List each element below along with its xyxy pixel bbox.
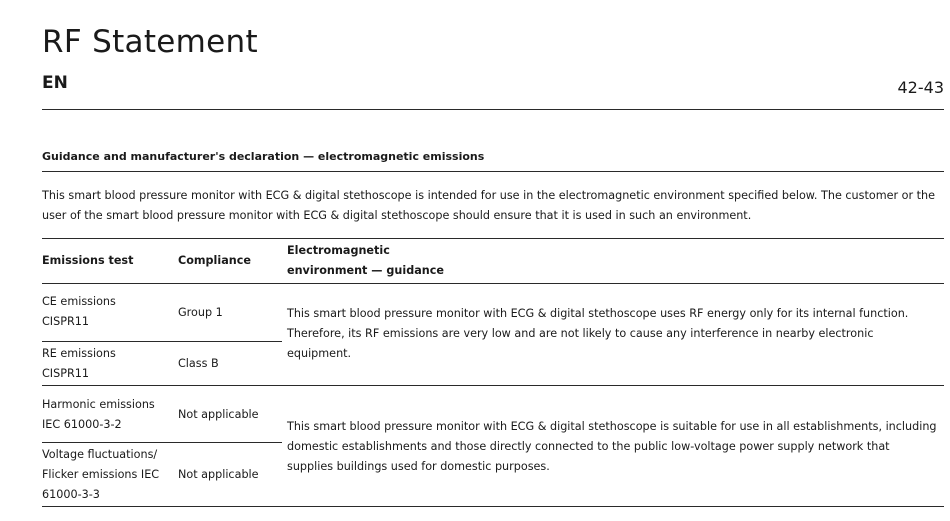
table-row-compliance: Not applicable	[178, 408, 259, 421]
page-range: 42-43	[897, 78, 944, 97]
row-divider	[42, 442, 282, 443]
guidance-text: This smart blood pressure monitor with ECG & digital stethoscope is suitable for use in all establishments, including domestic establishments and those directly connected to the public low-voltage power supply network that supplies buildings used for domestic purposes.	[287, 420, 937, 473]
header-guidance-line1: Electromagnetic	[287, 244, 390, 257]
header-divider	[42, 109, 944, 110]
language-label: EN	[42, 73, 68, 93]
section-title: Guidance and manufacturer's declaration — electromagnetic emissions	[42, 150, 485, 163]
row-divider	[42, 341, 282, 342]
table-top-rule	[42, 238, 944, 239]
group-divider	[42, 385, 944, 386]
page-title: RF Statement	[42, 24, 258, 60]
guidance-text: This smart blood pressure monitor with ECG & digital stethoscope uses RF energy only for its internal function. Therefore, its RF emissions are very low and are not likely to cause any interference in nearby electronic equipment.	[287, 307, 909, 360]
header-emissions-test: Emissions test	[42, 254, 134, 267]
table-header-rule	[42, 283, 944, 284]
table-row-compliance: Group 1	[178, 306, 223, 319]
table-row-test: Harmonic emissions IEC 61000-3-2	[42, 398, 155, 431]
section-divider	[42, 171, 944, 172]
intro-paragraph: This smart blood pressure monitor with ECG & digital stethoscope is intended for use in the electromagnetic environment specified below. The customer or the user of the smart blood pressure monitor with ECG & digital stethoscope should ensure that it is used in such an environment.	[42, 189, 935, 222]
header-compliance: Compliance	[178, 254, 251, 267]
table-row-test: RE emissions CISPR11	[42, 347, 116, 380]
header-guidance-line2: environment — guidance	[287, 264, 444, 277]
table-row-test: Voltage fluctuations/ Flicker emissions IEC 61000-3-3	[42, 448, 160, 501]
table-bottom-rule	[42, 506, 944, 507]
table-row-compliance: Not applicable	[178, 468, 259, 481]
table-row-compliance: Class B	[178, 357, 219, 370]
table-row-test: CE emissions CISPR11	[42, 295, 116, 328]
